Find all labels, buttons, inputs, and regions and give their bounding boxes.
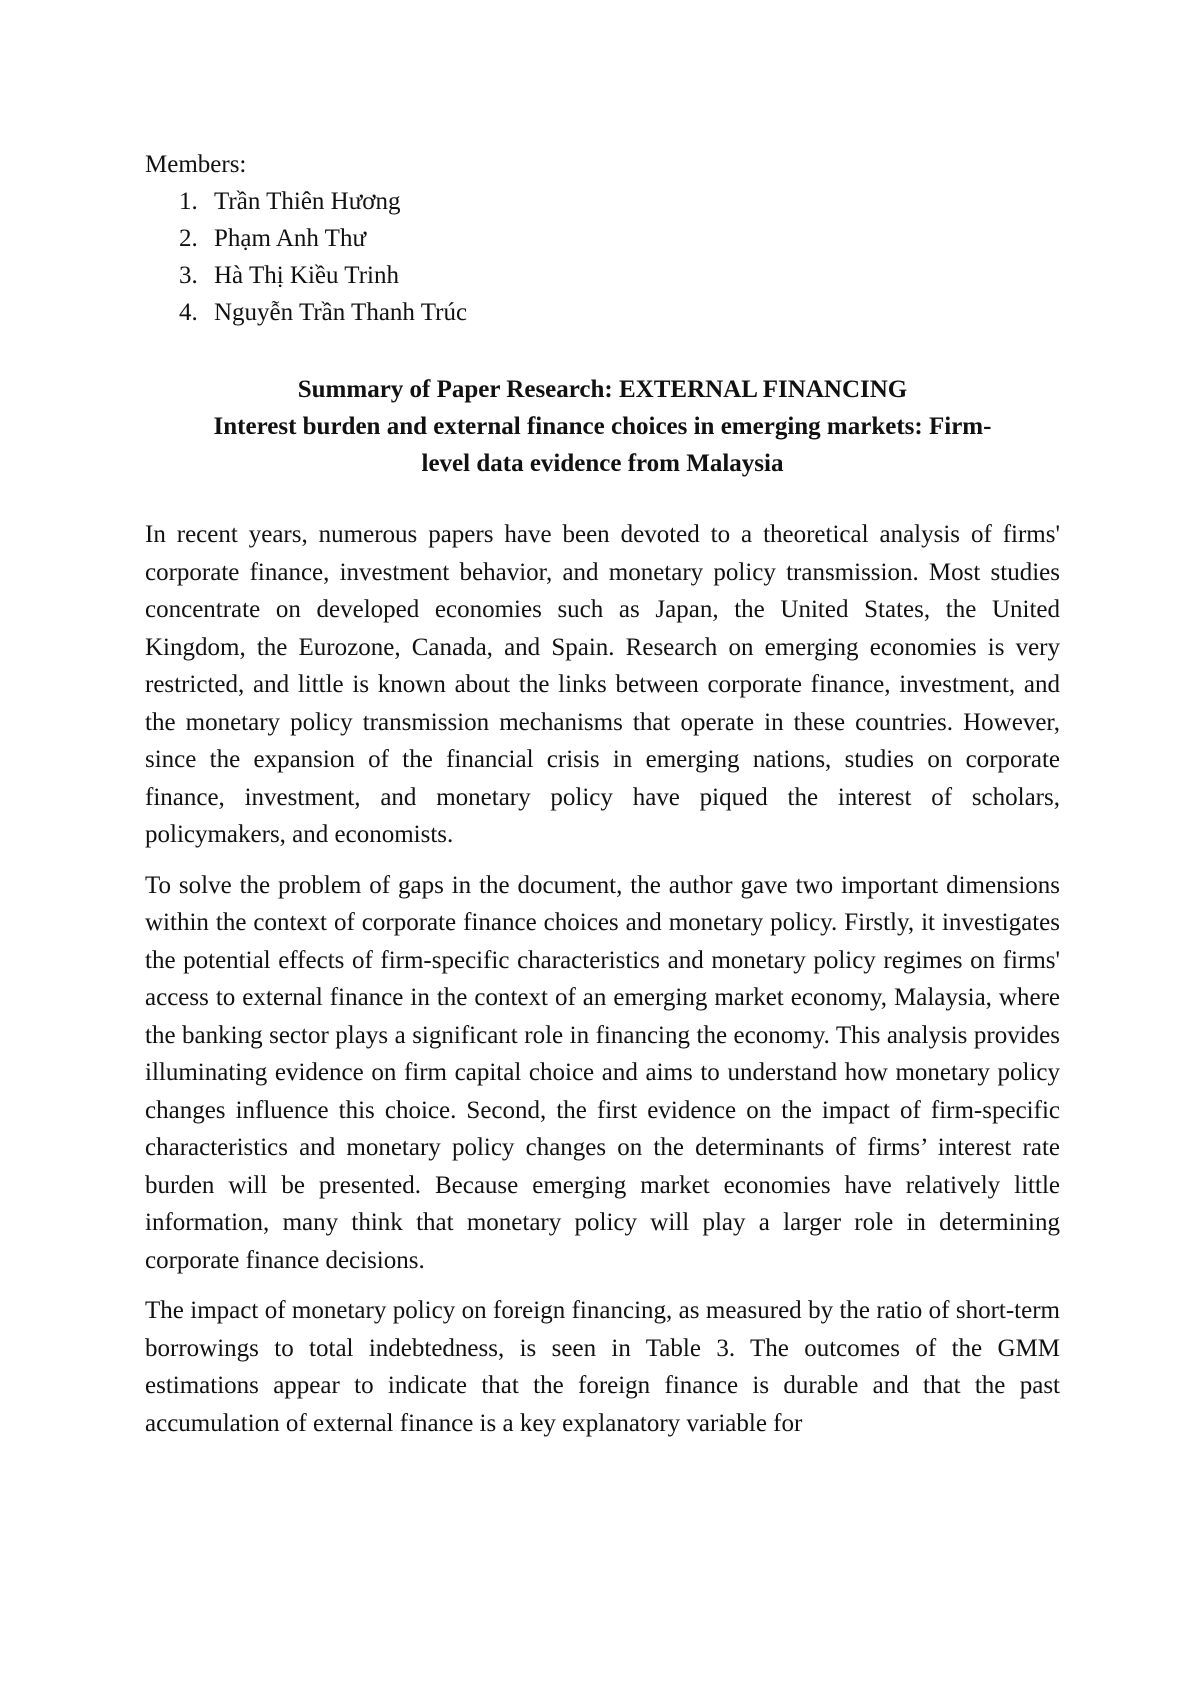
paragraph-2: To solve the problem of gaps in the document, the author gave two important dimensions within the context of corporate finance choices and monetary policy. Firstly, it investigates the potential effects of firm-specific characteristics and monetary policy regimes on firms' access to external finance in the context of an emerging market economy, Malaysia, where the banking sector plays a significant role in financing the economy. This analysis provides illuminating evidence on firm capital choice and aims to understand how monetary policy changes influence this choice. Second, the first evidence on the impact of firm-specific characteristics and monetary policy changes on the determinants of firms’ interest rate burden will be presented. Because emerging market economies have relatively little information, many think that monetary policy will play a larger role in determining corporate finance decisions. (145, 871, 1060, 1274)
title-line-2: Interest burden and external finance choices in emerging markets: Firm- (213, 413, 992, 440)
members-label: Members: (145, 151, 247, 178)
member-number: 1. (179, 188, 198, 215)
title-line-1: Summary of Paper Research: EXTERNAL FINANCING (297, 376, 908, 403)
member-number: 4. (179, 299, 198, 326)
title-line-3: level data evidence from Malaysia (421, 450, 784, 477)
paragraph-3: The impact of monetary policy on foreign financing, as measured by the ratio of short-term borrowings to total indebtedness, is seen in Table 3. The outcomes of the GMM estimations appear to indicate that the foreign finance is durable and that the past accumulation of external finance is a key explanatory variable for (145, 1297, 1060, 1437)
member-name: Trần Thiên Hương (214, 188, 401, 215)
member-item (179, 220, 1060, 257)
member-name: Phạm Anh Thư (214, 225, 366, 252)
document-content (145, 146, 1060, 1442)
member-number: 2. (179, 225, 198, 252)
paragraph-1: In recent years, numerous papers have been devoted to a theoretical analysis of firms' corporate finance, investment behavior, and monetary policy transmission. Most studies concentrate on developed economies such as Japan, the United States, the United Kingdom, the Eurozone, Canada, and Spain. Research on emerging economies is very restricted, and little is known about the links between corporate finance, investment, and the monetary policy transmission mechanisms that operate in these countries. However, since the expansion of the financial crisis in emerging nations, studies on corporate finance, investment, and monetary policy have piqued the interest of scholars, policymakers, and economists. (145, 521, 1060, 848)
document-title (145, 371, 1060, 482)
member-name: Nguyễn Trần Thanh Trúc (214, 299, 468, 326)
member-number: 3. (179, 262, 198, 289)
member-item (179, 257, 1060, 294)
members-list (145, 183, 1060, 331)
member-item (179, 183, 1060, 220)
member-item (179, 294, 1060, 331)
member-name: Hà Thị Kiều Trinh (214, 262, 399, 289)
